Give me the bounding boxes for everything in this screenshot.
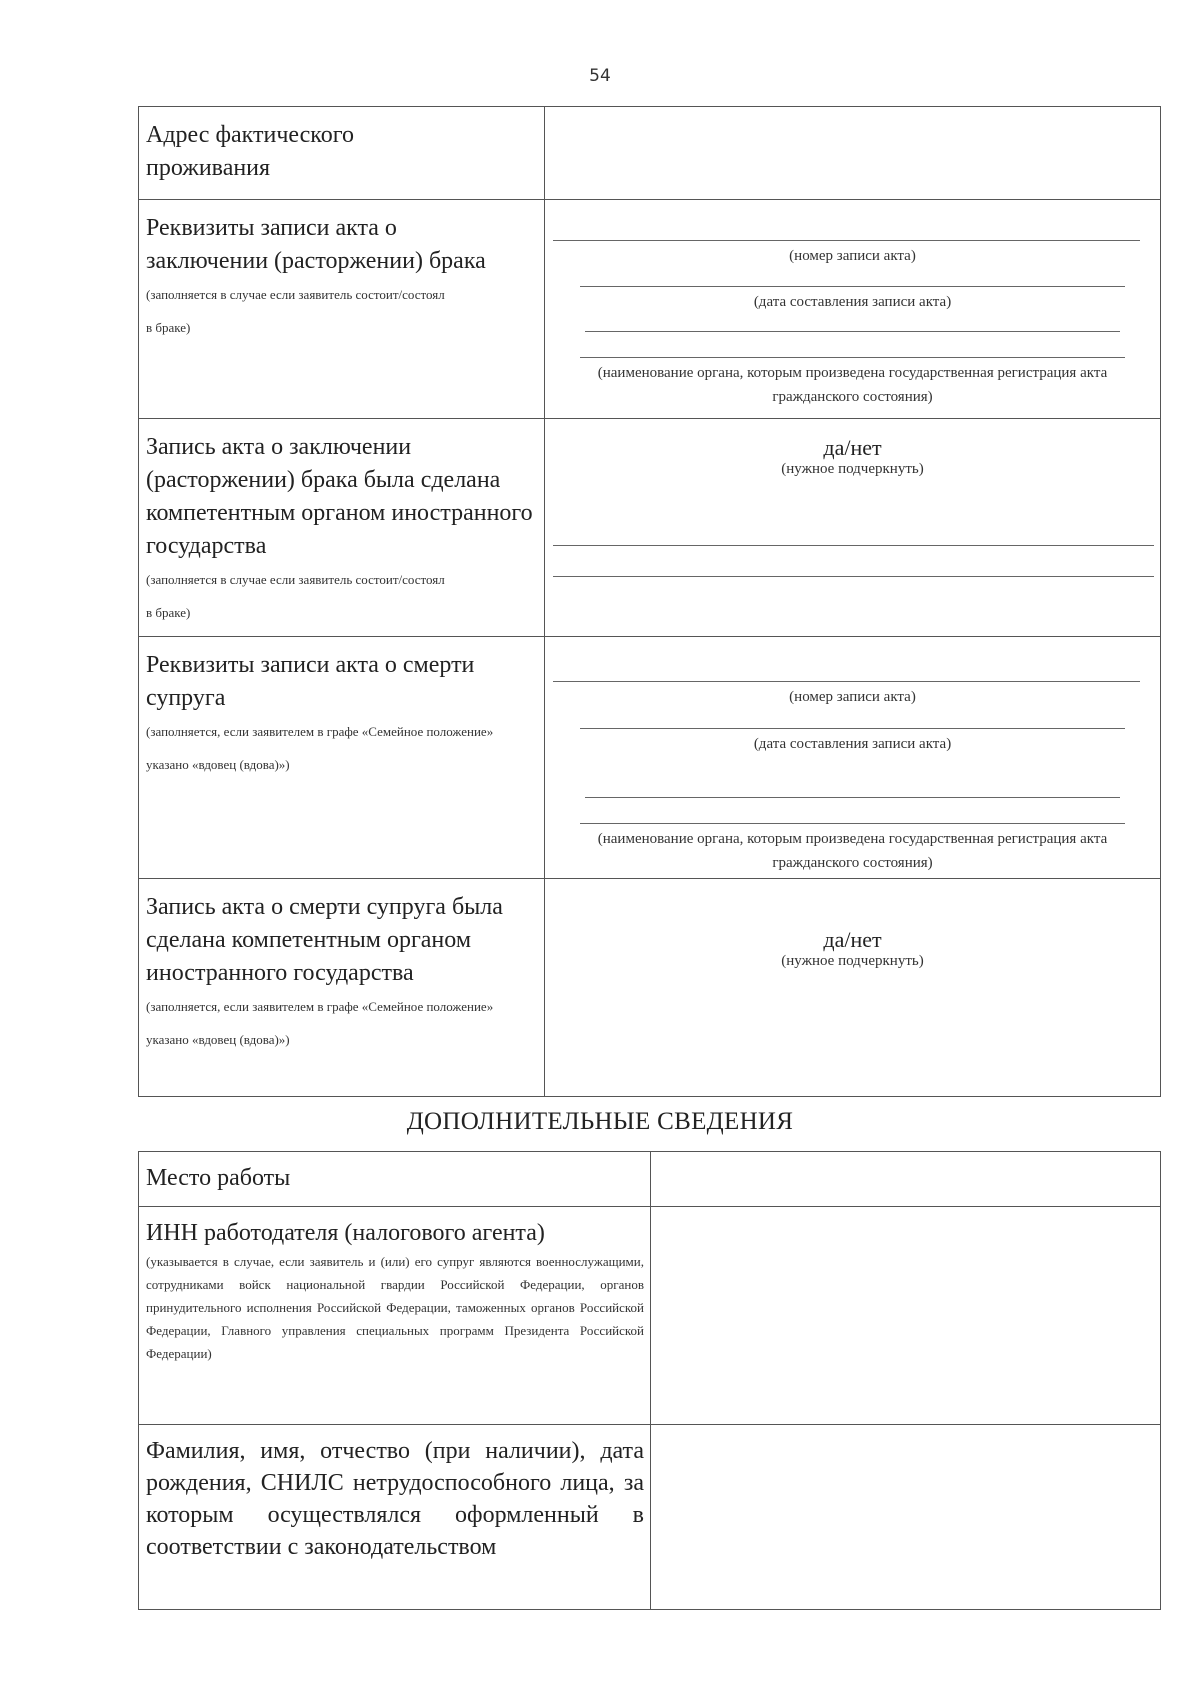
marriage-record-date-line[interactable] bbox=[580, 286, 1125, 287]
marriage-record-authority-line-1[interactable] bbox=[585, 331, 1120, 332]
marriage-foreign-label: Запись акта о заключении (расторжении) брака была сделана компетентным органом иностранного государства bbox=[146, 434, 533, 559]
death-record-date-caption: (дата составления записи акта) bbox=[753, 736, 952, 752]
marriage-foreign-line-2[interactable] bbox=[553, 576, 1154, 577]
marriage-foreign-value-cell[interactable] bbox=[545, 419, 1161, 637]
death-record-authority-caption: (наименование органа, которым произведена государственная регистрация акта гражданского состояния) bbox=[597, 831, 1108, 871]
table-row bbox=[139, 637, 1161, 879]
death-record-label-cell bbox=[139, 637, 545, 879]
employer-inn-note: (указывается в случае, если заявитель и (или) его супруг являются военнослужащими, сотрудниками войск национальной гвардии Российской Федерации, органов принудительного исполнения Российской Федерации, таможенных органов Российской Федерации, Главного управления специальных программ Президента Российской Федерации) bbox=[146, 1254, 644, 1361]
death-record-number-line[interactable] bbox=[553, 681, 1140, 682]
workplace-value-field[interactable] bbox=[651, 1152, 1161, 1207]
workplace-label: Место работы bbox=[146, 1165, 291, 1191]
address-value-field[interactable] bbox=[545, 107, 1161, 200]
marriage-record-authority-caption: (наименование органа, которым произведена государственная регистрация акта гражданского состояния) bbox=[597, 365, 1108, 405]
table-row bbox=[139, 200, 1161, 419]
marriage-record-authority-line-2[interactable] bbox=[580, 357, 1125, 358]
death-record-note: (заполняется, если заявителем в графе «Семейное положение» указано «вдовец (вдова)») bbox=[146, 724, 494, 772]
death-record-value-cell[interactable] bbox=[545, 637, 1161, 879]
marriage-foreign-underline-note: (нужное подчеркнуть) bbox=[781, 461, 924, 477]
death-foreign-value-cell[interactable] bbox=[545, 879, 1161, 1097]
page-number: 54 bbox=[589, 66, 611, 86]
death-record-label: Реквизиты записи акта о смерти супруга bbox=[146, 652, 475, 711]
marriage-record-note: (заполняется в случае если заявитель состоит/состоял в браке) bbox=[146, 287, 445, 335]
disabled-person-label: Фамилия, имя, отчество (при наличии), дата рождения, СНИЛС нетрудоспособного лица, за которым осуществлялся оформленный в соответствии с законодательством bbox=[146, 1438, 644, 1560]
death-foreign-label: Запись акта о смерти супруга была сделана компетентным органом иностранного государства bbox=[146, 894, 503, 986]
marriage-foreign-line-1[interactable] bbox=[553, 545, 1154, 546]
marriage-foreign-yes-no[interactable]: да/нет bbox=[823, 435, 882, 460]
employer-inn-label: ИНН работодателя (налогового агента) bbox=[146, 1220, 545, 1246]
death-record-date-line[interactable] bbox=[580, 728, 1125, 729]
death-record-authority-line-2[interactable] bbox=[580, 823, 1125, 824]
table-row bbox=[139, 1425, 1161, 1610]
additional-info-table bbox=[138, 1151, 1161, 1610]
death-foreign-label-cell bbox=[139, 879, 545, 1097]
marriage-record-number-line[interactable] bbox=[553, 240, 1140, 241]
employer-inn-value-field[interactable] bbox=[651, 1207, 1161, 1425]
personal-info-table bbox=[138, 106, 1161, 1097]
marriage-record-number-caption: (номер записи акта) bbox=[789, 248, 916, 264]
table-row bbox=[139, 1207, 1161, 1425]
table-row bbox=[139, 419, 1161, 637]
table-row bbox=[139, 879, 1161, 1097]
death-record-authority-line-1[interactable] bbox=[585, 797, 1120, 798]
marriage-record-label: Реквизиты записи акта о заключении (расторжении) брака bbox=[146, 215, 486, 274]
marriage-foreign-label-cell bbox=[139, 419, 545, 637]
marriage-foreign-note: (заполняется в случае если заявитель состоит/состоял в браке) bbox=[146, 572, 445, 620]
disabled-person-label-cell bbox=[139, 1425, 651, 1610]
employer-inn-label-cell bbox=[139, 1207, 651, 1425]
death-foreign-underline-note: (нужное подчеркнуть) bbox=[781, 953, 924, 969]
death-foreign-yes-no[interactable]: да/нет bbox=[823, 927, 882, 952]
marriage-record-date-caption: (дата составления записи акта) bbox=[753, 294, 952, 310]
marriage-record-label-cell bbox=[139, 200, 545, 419]
death-foreign-note: (заполняется, если заявителем в графе «Семейное положение» указано «вдовец (вдова)») bbox=[146, 999, 494, 1047]
death-record-number-caption: (номер записи акта) bbox=[789, 689, 916, 705]
address-label: Адрес фактического проживания bbox=[146, 122, 354, 181]
table-row bbox=[139, 107, 1161, 200]
table-row bbox=[139, 1152, 1161, 1207]
disabled-person-value-field[interactable] bbox=[651, 1425, 1161, 1610]
section-heading: ДОПОЛНИТЕЛЬНЫЕ СВЕДЕНИЯ bbox=[406, 1108, 794, 1135]
address-label-cell bbox=[139, 107, 545, 200]
workplace-label-cell bbox=[139, 1152, 651, 1207]
marriage-record-value-cell[interactable] bbox=[545, 200, 1161, 419]
